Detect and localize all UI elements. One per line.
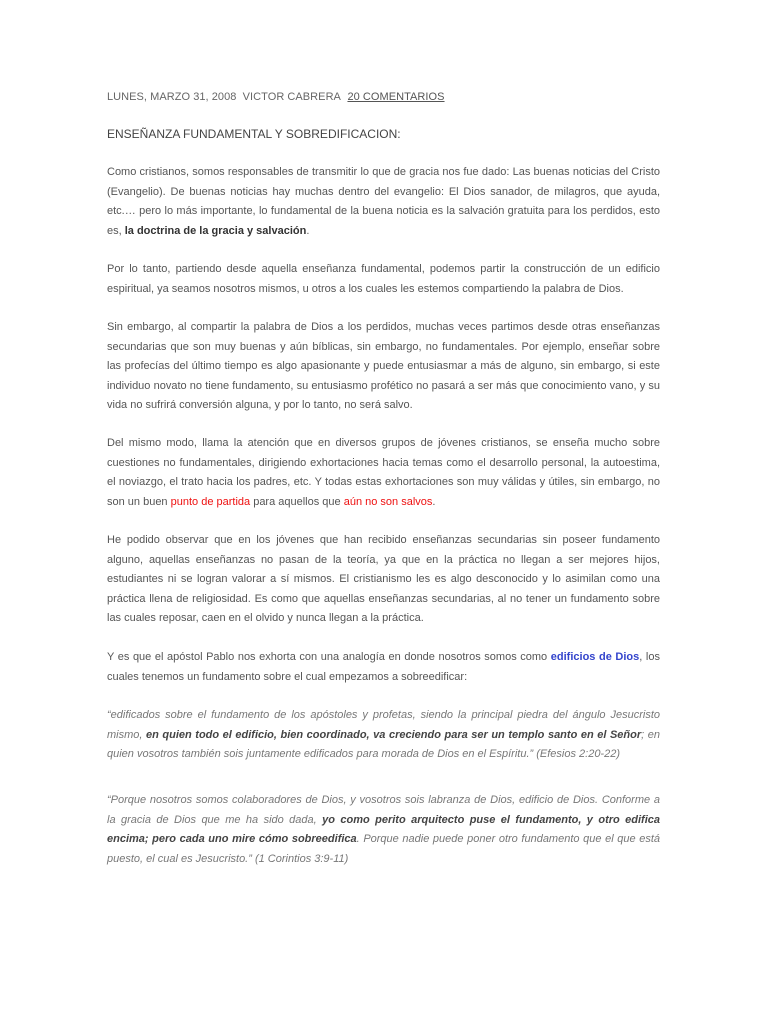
paragraph-5: He podido observar que en los jóvenes que han recibido enseñanzas secundarias sin poseer fundamento alguno, aquellas enseñanzas no pasan de la teoría, ya que en la práctica no llegan a ser mejores hijos, estudiantes ni se logran valorar a sí mismos. El cristianismo les es algo desconocido y lo asimilan como una práctica llena de religiosidad. Es como que aquellas enseñanzas secundarias, al no tener un fundamento sobre las cuales reposar, caen en el olvido y nunca llegan a la práctica. [107,534,660,624]
post-meta [107,91,445,103]
comments-link[interactable]: 20 COMENTARIOS [347,91,445,103]
highlight-no-salvos: aún no son salvos [343,495,433,508]
quote-2-emphasis: yo como perito arquitecto puse el fundamento, y otro edifica encima; pero cada uno mire cómo sobreedifica [107,813,660,845]
quote-2-start: “Porque nosotros somos colaboradores de Dios, y vosotros sois labranza de Dios, edificio de Dios. Conforme a la gracia de Dios que me ha sido dada, [107,794,660,826]
quote-1-emphasis: en quien todo el edificio, bien coordinado, va creciendo para ser un templo santo en el Señor [146,728,642,741]
quote-1-end: ; en quien vosotros también sois juntamente edificados para morada de Dios en el Espíritu.” (Efesios 2:20-22) [107,728,660,760]
highlight-punto-de-partida: punto de partida [170,495,251,508]
post-date: LUNES, MARZO 31, 2008 [107,91,237,103]
paragraph-4-text: Del mismo modo, llama la atención que en diversos grupos de jóvenes cristianos, se enseña mucho sobre cuestiones no fundamentales, dirigiendo exhortaciones hacia temas como el desarrollo personal, la autoestima, el noviazgo, el trato hacia los padres, etc. Y todas estas exhortaciones son muy válidas y útiles, sin embargo, no son un buen [107,437,660,508]
quote-1-start: “edificados sobre el fundamento de los apóstoles y profetas, siendo la principal piedra del ángulo Jesucristo mismo, [107,709,660,741]
paragraph-6-text: Y es que el apóstol Pablo nos exhorta con una analogía en donde nosotros somos como [107,651,551,663]
paragraph-4-end: . [432,495,436,508]
paragraph-1-text: Como cristianos, somos responsables de transmitir lo que de gracia nos fue dado: Las buenas noticias del Cristo (Evangelio). De buenas noticias hay muchas dentro del evangelio: El Dios sanador, de milagros, que ayuda, etc.… pero lo más importante, lo fundamental de la buena noticia es la salvación gratuita para los perdidos, esto es, [107,166,660,237]
link-edificios-de-dios[interactable]: edificios de Dios [550,651,640,663]
paragraph-4 [107,434,660,512]
paragraph-6 [107,648,660,687]
paragraph-1-emphasis: la doctrina de la gracia y salvación [124,224,307,237]
paragraph-3: Sin embargo, al compartir la palabra de Dios a los perdidos, muchas veces partimos desde otras enseñanzas secundarias que son muy buenas y aún bíblicas, sin embargo, no fundamentales. Por ejemplo, enseñar sobre las profecías del último tiempo es algo apasionante y puede entusiasmar a más de alguno, sin embargo, si este individuo novato no tiene fundamento, su entusiasmo profético no pasará a ser más que conocimiento vano, y su vida no sufrirá conversión alguna, y por lo tanto, no será salvo. [107,321,660,411]
paragraph-1-end: . [306,224,310,237]
post-title: ENSEÑANZA FUNDAMENTAL Y SOBREDIFICACION: [107,127,401,141]
quote-2-end: . Porque nadie puede poner otro fundamento que el que está puesto, el cual es Jesucristo.” (1 Corintios 3:9-11) [107,833,660,865]
paragraph-1 [107,163,660,241]
post-author: VICTOR CABRERA [242,91,341,103]
quote-efesios [107,706,660,765]
quote-corintios [107,791,660,869]
paragraph-6-end: , los cuales tenemos un fundamento sobre el cual empezamos a sobreedificar: [107,651,660,683]
paragraph-2: Por lo tanto, partiendo desde aquella enseñanza fundamental, podemos partir la construcción de un edificio espiritual, ya seamos nosotros mismos, u otros a los cuales les estemos compartiendo la palabra de Dios. [107,263,660,295]
paragraph-4-mid: para aquellos que [250,495,344,508]
